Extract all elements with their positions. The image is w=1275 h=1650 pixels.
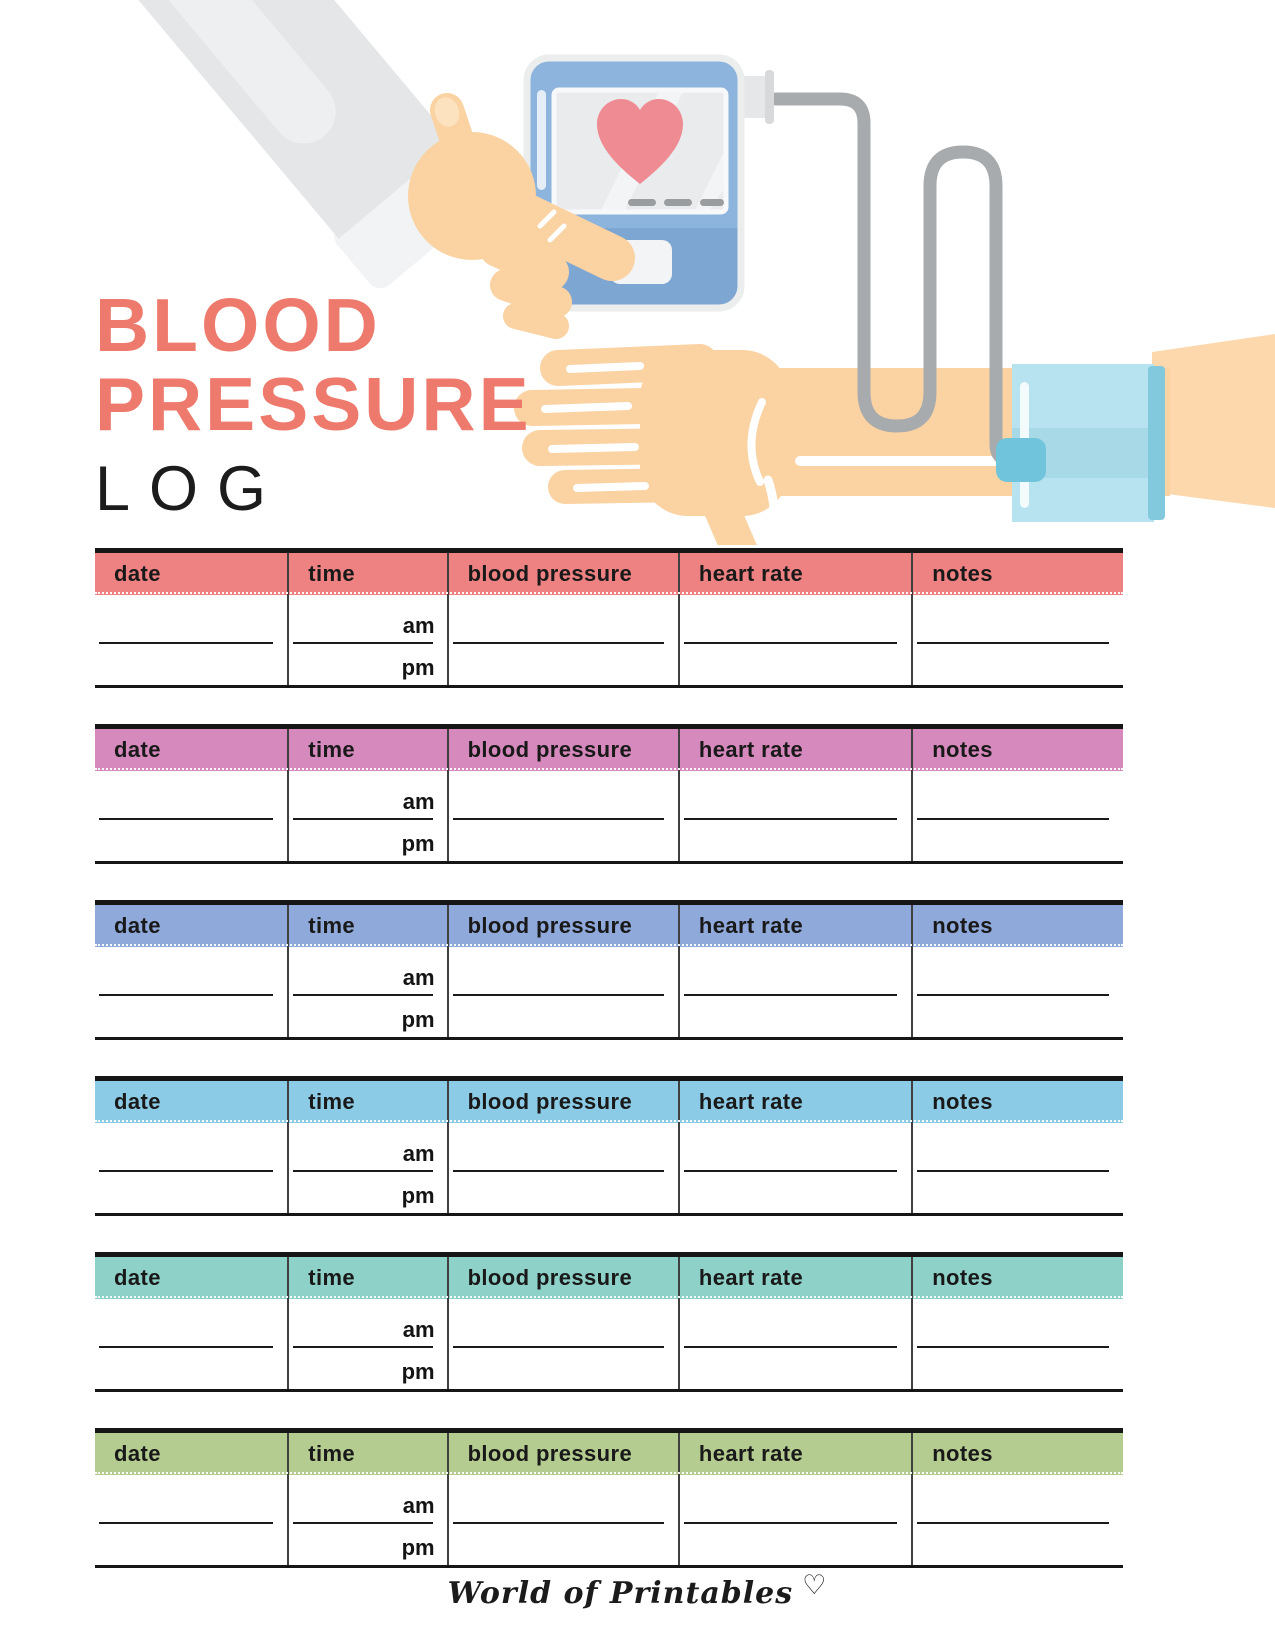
- log-tables: [95, 548, 1123, 1604]
- heart-rate-field: [678, 1523, 911, 1565]
- column-header-date: date: [114, 737, 161, 762]
- blood-pressure-field: [447, 771, 678, 819]
- column-header-heart-rate: heart rate: [678, 905, 911, 947]
- am-label: am: [402, 613, 435, 638]
- cuff-icon: [996, 364, 1165, 522]
- column-header-blood-pressure: blood pressure: [447, 1433, 678, 1475]
- pm-row: [95, 819, 1123, 861]
- time-am-field: [287, 771, 446, 819]
- column-header-notes: notes: [911, 905, 1123, 947]
- blood-pressure-field: [447, 643, 678, 685]
- time-pm-field: [287, 1171, 446, 1213]
- column-header-date: date: [114, 1265, 161, 1290]
- time-pm-field: [287, 643, 446, 685]
- column-header-heart-rate: heart rate: [678, 1081, 911, 1123]
- am-row: [95, 947, 1123, 995]
- pm-label: pm: [401, 1535, 435, 1560]
- blood-pressure-field: [447, 1299, 678, 1347]
- footer-brand: [0, 1570, 1275, 1611]
- pm-label: pm: [401, 831, 435, 856]
- heart-rate-field: [678, 595, 911, 643]
- pm-row: [95, 1523, 1123, 1565]
- notes-field: [911, 995, 1123, 1037]
- date-field: [95, 1523, 287, 1565]
- date-field: [95, 1475, 287, 1523]
- date-field: [95, 1171, 287, 1213]
- am-label: am: [402, 789, 435, 814]
- table-header-row: [95, 729, 1123, 771]
- am-row: [95, 1299, 1123, 1347]
- notes-field: [911, 1299, 1123, 1347]
- pm-row: [95, 995, 1123, 1037]
- column-header-date: date: [114, 913, 161, 938]
- pm-label: pm: [401, 1359, 435, 1384]
- time-pm-field: [287, 1347, 446, 1389]
- table-header-row: [95, 905, 1123, 947]
- log-table-3: [95, 900, 1123, 1040]
- am-row: [95, 1475, 1123, 1523]
- column-header-notes: notes: [911, 1433, 1123, 1475]
- heart-rate-field: [678, 819, 911, 861]
- column-header-heart-rate: heart rate: [678, 553, 911, 595]
- notes-field: [911, 595, 1123, 643]
- time-am-field: [287, 595, 446, 643]
- title-line-pressure: PRESSURE: [95, 362, 532, 446]
- column-header-blood-pressure: blood pressure: [447, 1257, 678, 1299]
- heart-rate-field: [678, 643, 911, 685]
- date-field: [95, 819, 287, 861]
- column-header-time: time: [287, 553, 446, 595]
- time-am-field: [287, 1475, 446, 1523]
- notes-field: [911, 947, 1123, 995]
- column-header-date: date: [114, 1441, 161, 1466]
- heart-rate-field: [678, 995, 911, 1037]
- column-header-notes: notes: [911, 729, 1123, 771]
- am-label: am: [402, 1493, 435, 1518]
- blood-pressure-field: [447, 1347, 678, 1389]
- time-am-field: [287, 1299, 446, 1347]
- table-header-row: [95, 1257, 1123, 1299]
- date-field: [95, 947, 287, 995]
- table-header-row: [95, 1433, 1123, 1475]
- blood-pressure-field: [447, 819, 678, 861]
- log-table-4: [95, 1076, 1123, 1216]
- time-am-field: [287, 947, 446, 995]
- am-row: [95, 595, 1123, 643]
- title-line-blood: BLOOD: [95, 283, 381, 367]
- column-header-date: date: [114, 561, 161, 586]
- date-field: [95, 1123, 287, 1171]
- column-header-blood-pressure: blood pressure: [447, 905, 678, 947]
- date-field: [95, 643, 287, 685]
- time-pm-field: [287, 995, 446, 1037]
- log-table-5: [95, 1252, 1123, 1392]
- heart-rate-field: [678, 1171, 911, 1213]
- date-field: [95, 771, 287, 819]
- heart-rate-field: [678, 1299, 911, 1347]
- blood-pressure-field: [447, 1123, 678, 1171]
- table-header-row: [95, 553, 1123, 595]
- notes-field: [911, 771, 1123, 819]
- time-pm-field: [287, 1523, 446, 1565]
- column-header-blood-pressure: blood pressure: [447, 729, 678, 771]
- notes-field: [911, 1523, 1123, 1565]
- date-field: [95, 995, 287, 1037]
- blood-pressure-field: [447, 1171, 678, 1213]
- heart-rate-field: [678, 1475, 911, 1523]
- column-header-time: time: [287, 1257, 446, 1299]
- blood-pressure-field: [447, 1523, 678, 1565]
- pm-label: pm: [401, 1007, 435, 1032]
- page-title: [95, 283, 532, 524]
- column-header-date: date: [114, 1089, 161, 1114]
- notes-field: [911, 1347, 1123, 1389]
- blood-pressure-field: [447, 995, 678, 1037]
- date-field: [95, 1347, 287, 1389]
- notes-field: [911, 643, 1123, 685]
- notes-field: [911, 1475, 1123, 1523]
- column-header-heart-rate: heart rate: [678, 729, 911, 771]
- pm-label: pm: [401, 655, 435, 680]
- am-label: am: [402, 1141, 435, 1166]
- column-header-time: time: [287, 905, 446, 947]
- log-table-1: [95, 548, 1123, 688]
- date-field: [95, 595, 287, 643]
- pm-row: [95, 1347, 1123, 1389]
- pm-row: [95, 643, 1123, 685]
- column-header-heart-rate: heart rate: [678, 1257, 911, 1299]
- column-header-notes: notes: [911, 1081, 1123, 1123]
- blood-pressure-field: [447, 947, 678, 995]
- am-label: am: [402, 1317, 435, 1342]
- heart-rate-field: [678, 947, 911, 995]
- column-header-notes: notes: [911, 553, 1123, 595]
- blood-pressure-field: [447, 595, 678, 643]
- log-table-6: [95, 1428, 1123, 1568]
- column-header-blood-pressure: blood pressure: [447, 553, 678, 595]
- heart-rate-field: [678, 1347, 911, 1389]
- column-header-heart-rate: heart rate: [678, 1433, 911, 1475]
- column-header-time: time: [287, 1081, 446, 1123]
- notes-field: [911, 1171, 1123, 1213]
- blood-pressure-field: [447, 1475, 678, 1523]
- am-row: [95, 1123, 1123, 1171]
- pm-row: [95, 1171, 1123, 1213]
- footer-brand-text: World of Printables: [447, 1576, 794, 1611]
- time-pm-field: [287, 819, 446, 861]
- time-am-field: [287, 1123, 446, 1171]
- am-row: [95, 771, 1123, 819]
- column-header-notes: notes: [911, 1257, 1123, 1299]
- column-header-time: time: [287, 729, 446, 771]
- title-line-log: LOG: [95, 454, 286, 524]
- am-label: am: [402, 965, 435, 990]
- heart-rate-field: [678, 1123, 911, 1171]
- heart-outline-icon: ♡: [802, 1570, 828, 1601]
- column-header-blood-pressure: blood pressure: [447, 1081, 678, 1123]
- date-field: [95, 1299, 287, 1347]
- heart-rate-field: [678, 771, 911, 819]
- pm-label: pm: [401, 1183, 435, 1208]
- column-header-time: time: [287, 1433, 446, 1475]
- notes-field: [911, 819, 1123, 861]
- notes-field: [911, 1123, 1123, 1171]
- table-header-row: [95, 1081, 1123, 1123]
- log-table-2: [95, 724, 1123, 864]
